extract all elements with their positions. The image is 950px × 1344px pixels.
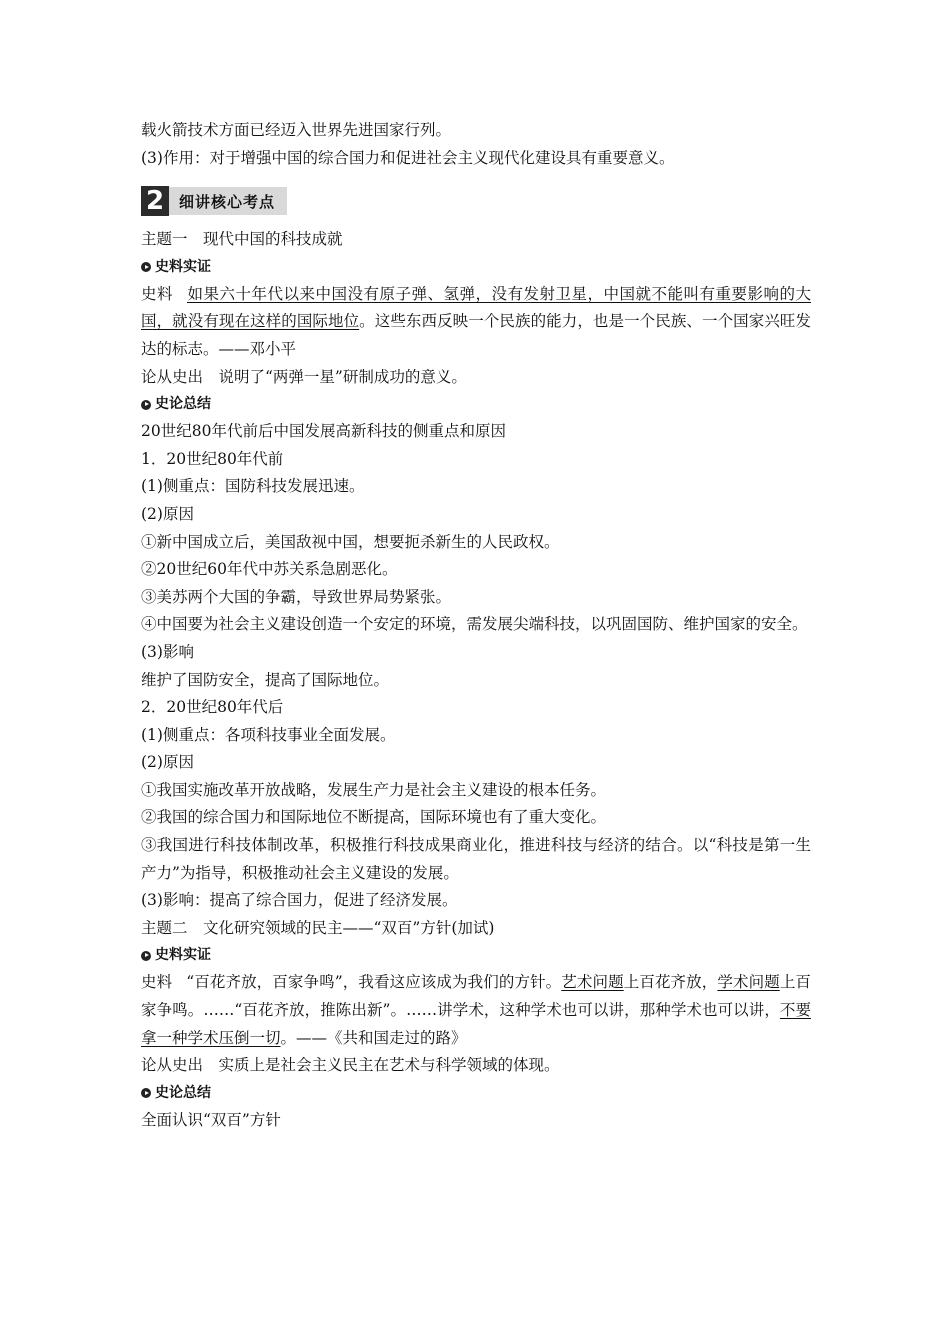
topic1-heading: 主题一 现代中国的科技成就 <box>141 230 343 249</box>
topic2-heading: 主题二 文化研究领域的民主——“双百”方针(加试) <box>141 918 495 937</box>
tag-label: 史料实证 <box>155 947 211 964</box>
period-1-reason-3: ③美苏两个大国的争霸，导致世界局势紧张。 <box>141 587 452 606</box>
period-1-reason-4: ④中国要为社会主义建设创造一个安定的环境，需发展尖端科技，以巩固国防、维护国家的安全。 <box>141 615 808 634</box>
period-1-focus: (1)侧重点：国防科技发展迅速。 <box>141 477 365 496</box>
section-header <box>141 186 811 216</box>
topic2-source <box>141 969 811 1052</box>
period-1-effect: 维护了国防安全，提高了国际地位。 <box>141 670 390 689</box>
section-title: 细讲核心考点 <box>169 187 287 215</box>
period-1-title: 1．20世纪80年代前 <box>141 449 284 468</box>
topic1-source <box>141 281 811 364</box>
source-underlined: 如果六十年代以来中国没有原子弹、氢弹，没有发射卫星，中国就不能叫有重要影响的大国，就没有现在这样的国际地位 <box>141 284 811 331</box>
play-circle-icon <box>141 262 151 272</box>
topic2-conclusion: 论从史出 实质上是社会主义民主在艺术与科学领域的体现。 <box>141 1056 560 1075</box>
source-underlined: 艺术问题 <box>561 973 624 992</box>
summary-title: 20世纪80年代前后中国发展高新科技的侧重点和原因 <box>141 422 506 441</box>
period-2-focus: (1)侧重点：各项科技事业全面发展。 <box>141 725 396 744</box>
source-text: 。这些东西反映一个民族的能力，也是一个民族、一个国家兴旺发达的标志。——邓小平 <box>141 312 811 358</box>
document-content <box>141 117 811 1134</box>
period-1-reason-2: ②20世纪60年代中苏关系急剧恶化。 <box>141 560 398 579</box>
source-text: “百花齐放，百家争鸣”，我看这应该成为我们的方针。 <box>186 973 562 992</box>
period-2-reason-2: ②我国的综合国力和国际地位不断提高，国际环境也有了重大变化。 <box>141 808 607 827</box>
play-circle-icon <box>141 400 151 410</box>
period-1-reason-1: ①新中国成立后，美国敌视中国，想要扼杀新生的人民政权。 <box>141 532 560 551</box>
topic1-summary-tag <box>141 391 811 418</box>
play-circle-icon <box>141 951 151 961</box>
topic2-summary-tag <box>141 1080 811 1107</box>
period-1-reason-label: (2)原因 <box>141 504 194 523</box>
intro-line-1: 载火箭技术方面已经迈入世界先进国家行列。 <box>141 121 452 139</box>
period-2-reason-3: ③我国进行科技体制改革，积极推行科技成果商业化，推进科技与经济的结合。以“科技是第一生产力”为指导，积极推动社会主义建设的发展。 <box>141 836 811 882</box>
intro-line-2: (3)作用：对于增强中国的综合国力和促进社会主义现代化建设具有重要意义。 <box>141 148 675 167</box>
period-2-reason-label: (2)原因 <box>141 753 194 772</box>
source-text: 上百花齐放， <box>623 973 718 992</box>
period-1-effect-label: (3)影响 <box>141 642 194 661</box>
source-underlined: 不要拿一种学术压倒一切 <box>141 1001 811 1047</box>
section-number: 2 <box>141 186 169 216</box>
topic2-summary-title: 全面认识“双百”方针 <box>141 1110 281 1129</box>
source-label: 史料 <box>141 284 173 303</box>
period-2-reason-1: ①我国实施改革开放战略，发展生产力是社会主义建设的根本任务。 <box>141 780 607 799</box>
topic1-conclusion: 论从史出 说明了“两弹一星”研制成功的意义。 <box>141 367 467 386</box>
period-2-effect: (3)影响：提高了综合国力，促进了经济发展。 <box>141 891 458 910</box>
source-text: 。——《共和国走过的路》 <box>280 1028 467 1047</box>
tag-label: 史论总结 <box>155 396 211 413</box>
source-underlined: 学术问题 <box>717 973 780 992</box>
tag-label: 史论总结 <box>155 1084 211 1101</box>
tag-label: 史料实证 <box>155 258 211 275</box>
play-circle-icon <box>141 1088 151 1098</box>
topic1-evidence-tag <box>141 254 811 281</box>
source-label: 史料 <box>141 973 173 992</box>
source-text: 上百家争鸣。……“百花齐放，推陈出新”。……讲学术，这种学术也可以讲，那种学术也可以讲， <box>141 973 811 1020</box>
period-2-title: 2．20世纪80年代后 <box>141 698 284 717</box>
topic2-evidence-tag <box>141 942 811 969</box>
